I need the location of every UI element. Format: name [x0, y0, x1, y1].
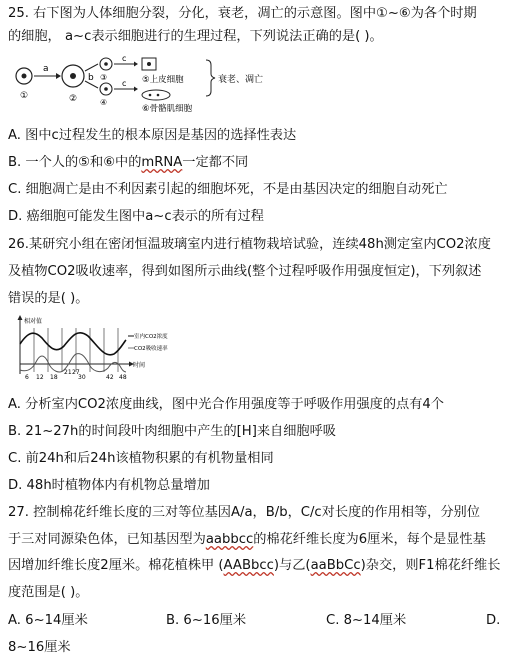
q27-line3-post: )杂交，则F1棉花纤维长 — [360, 558, 501, 573]
cell-6-shape — [142, 90, 170, 100]
q25-option-a[interactable]: A. 图中c过程发生的根本原因是基因的选择性表达 — [8, 128, 297, 143]
q27-stem-line3 — [8, 556, 500, 576]
q27-genotype-yi: aaBbCc — [310, 558, 361, 573]
co2-chart — [12, 314, 168, 384]
q26-option-d[interactable]: D. 48h时植物体内有机物总量增加 — [8, 478, 210, 493]
q27-stem-line2 — [8, 530, 486, 550]
tick-27: 27 — [72, 369, 80, 376]
q27-option-d-letter[interactable]: D. — [486, 613, 501, 628]
co2-concentration-curve — [20, 333, 126, 355]
q25-option-c[interactable]: C. 细胞凋亡是由不利因素引起的细胞坏死，不是由基因决定的细胞自动死亡 — [8, 182, 448, 197]
q25-stem-line1: 25. 右下图为人体细胞分裂，分化，衰老，凋亡的示意图。图中①~⑥为各个时期 — [8, 6, 477, 21]
tick-18: 18 — [50, 374, 58, 381]
q25-option-d[interactable]: D. 癌细胞可能发生图中a~c表示的所有过程 — [8, 209, 264, 224]
q25-stem-line2: 的细胞， a~c表示细胞进行的生理过程，下列说法正确的是( )。 — [8, 29, 383, 44]
tick-12: 12 — [36, 374, 44, 381]
q25-option-b[interactable] — [8, 153, 248, 173]
brace-shape — [206, 60, 215, 96]
q27-genotype-aabbcc: aabbcc — [205, 532, 254, 547]
q27-line3-mid: )与乙( — [273, 558, 311, 573]
tick-42: 42 — [106, 374, 114, 381]
q26-stem-line3: 错误的是( )。 — [8, 291, 89, 306]
y-axis-label: 相对值 — [24, 318, 43, 325]
arrow-b-label: b — [88, 73, 94, 83]
q26-option-c[interactable]: C. 前24h和后24h该植物积累的有机物量相同 — [8, 451, 274, 466]
cell-1-label: ① — [20, 91, 29, 101]
q27-stem-line1: 27. 控制棉花纤维长度的三对等位基因A/a，B/b，C/c对长度的作用相等，分别位 — [8, 505, 480, 520]
q25-option-b-mrna: mRNA — [141, 155, 183, 170]
q26-stem-line1: 26.某研究小组在密闭恒温玻璃室内进行植物栽培试验，连续48h测定室内CO2浓度 — [8, 237, 491, 252]
q27-option-d-value[interactable]: 8~16厘米 — [8, 640, 71, 655]
tick-6: 6 — [25, 374, 29, 381]
q27-line2-post: 的棉花纤维长度为6厘米，每个是显性基 — [253, 532, 486, 547]
q27-line3-pre: 因增加纤维长度2厘米。棉花植株甲 ( — [8, 558, 224, 573]
q26-option-a[interactable]: A. 分析室内CO2浓度曲线，图中光合作用强度等于呼吸作用强度的点有4个 — [8, 397, 444, 412]
q27-option-a[interactable]: A. 6~14厘米 — [8, 613, 88, 628]
brace-label: 衰老、凋亡 — [218, 75, 264, 85]
q26-option-b[interactable]: B. 21~27h的时间段叶肉细胞中产生的[H]来自细胞呼吸 — [8, 424, 336, 439]
cell-2-label: ② — [69, 94, 78, 104]
cell-6-label: ⑥骨骼肌细胞 — [142, 104, 193, 114]
x-axis-unit: 时间 — [133, 362, 146, 369]
arrow-a-label: a — [43, 64, 49, 74]
cell-5-label: ⑤上皮细胞 — [142, 75, 184, 85]
tick-21: 21 — [64, 369, 72, 376]
tick-48: 48 — [119, 374, 127, 381]
q27-option-c[interactable]: C. 8~14厘米 — [326, 613, 407, 628]
legend-co2-concentration: 室内CO2浓度 — [134, 334, 168, 340]
q25-option-b-post: 一定都不同 — [182, 155, 249, 170]
q27-line2-pre: 于三对同源染色体，已知基因型为 — [8, 532, 206, 547]
cell-4-label: ④ — [100, 98, 108, 107]
cell-3-label: ③ — [100, 73, 108, 82]
q27-genotype-jia: AABbcc — [223, 558, 274, 573]
q26-stem-line2: 及植物CO2吸收速率，得到如图所示曲线(整个过程呼吸作用强度恒定)，下列叙述 — [8, 264, 482, 279]
arrow-c2-label: c — [122, 79, 127, 88]
cell-process-diagram — [10, 54, 264, 122]
q27-stem-line4: 度范围是( )。 — [8, 585, 89, 600]
arrow-c1-label: c — [122, 54, 127, 63]
q25-option-b-pre: B. 一个人的⑤和⑥中的 — [8, 155, 142, 170]
q27-option-b[interactable]: B. 6~16厘米 — [166, 613, 247, 628]
tick-30: 30 — [78, 374, 86, 381]
legend-co2-absorption: CO2吸收速率 — [134, 346, 168, 352]
